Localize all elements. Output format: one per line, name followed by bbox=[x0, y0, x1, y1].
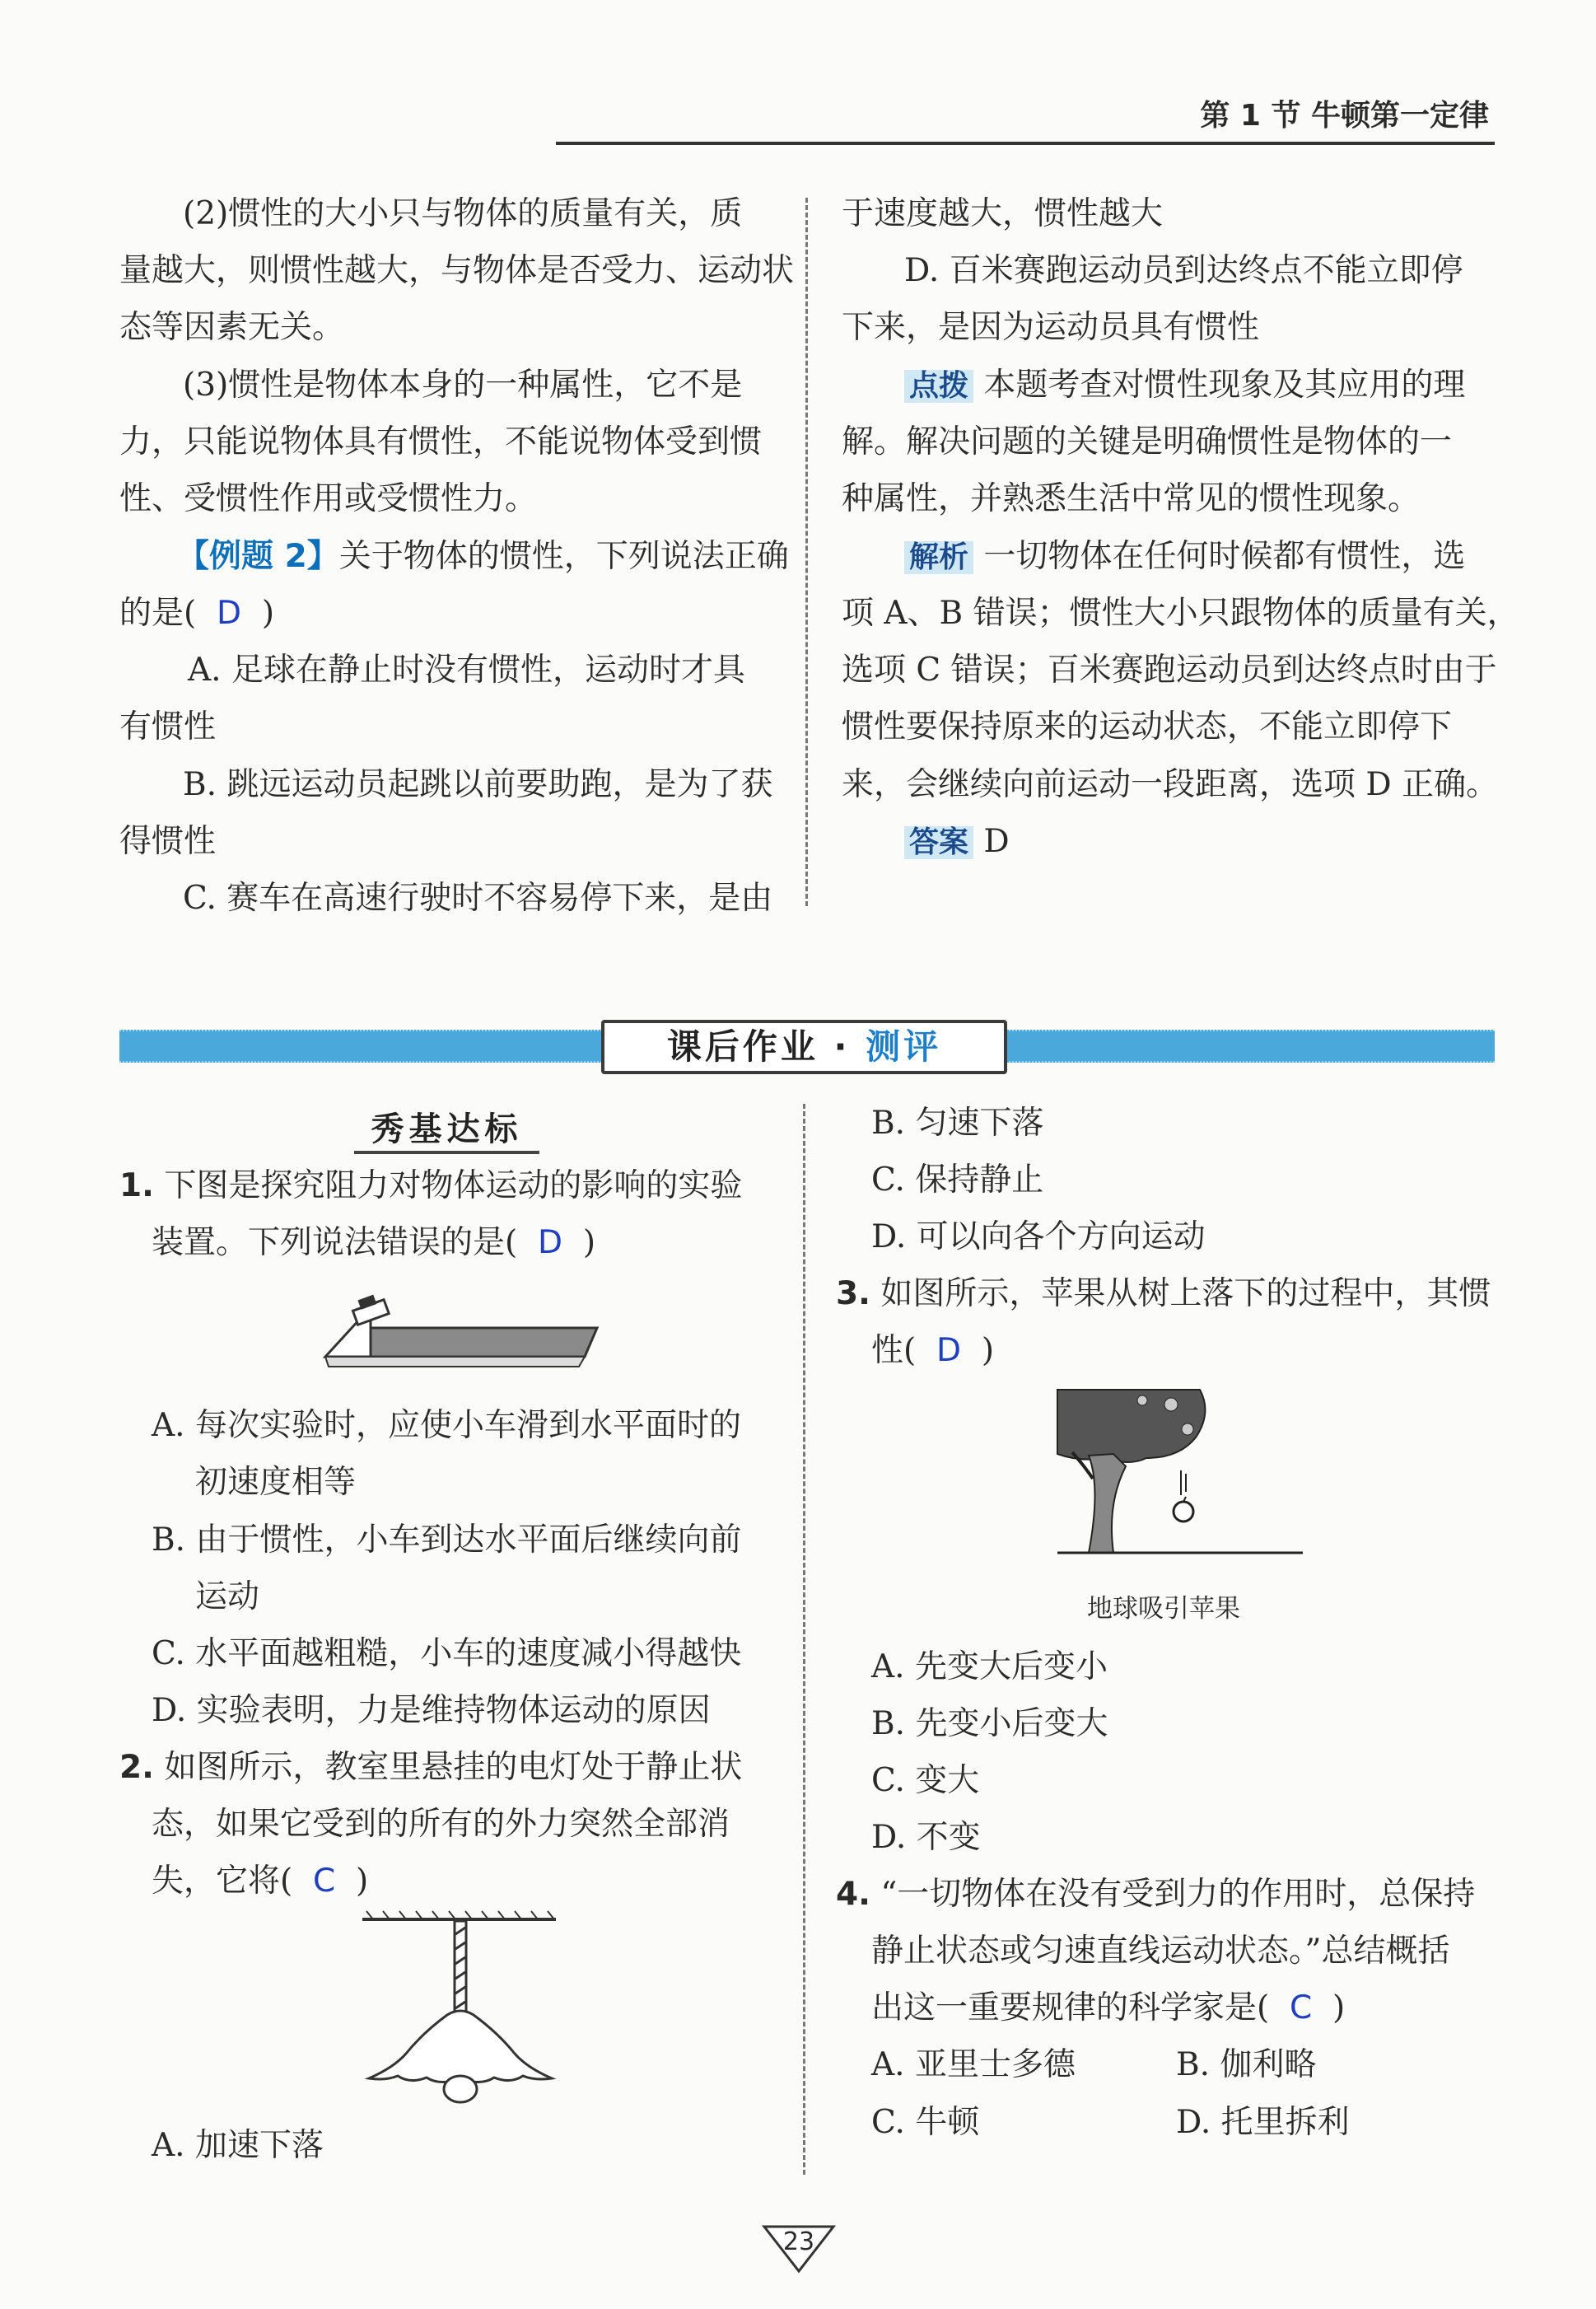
text-line: (3)惯性是物体本身的一种属性，它不是 bbox=[183, 367, 743, 404]
option-c: C. 水平面越粗糙，小车的速度减小得越快 bbox=[152, 1635, 742, 1672]
question-number: 1. bbox=[119, 1167, 154, 1204]
q1-line bbox=[152, 1225, 595, 1261]
option-b: B. 伽利略 bbox=[1176, 2046, 1317, 2083]
option-a: A. 每次实验时，应使小车滑到水平面时的 bbox=[152, 1407, 741, 1444]
option-d: D. 百米赛跑运动员到达终点不能立即停 bbox=[904, 252, 1463, 289]
option-a-cont: 初速度相等 bbox=[195, 1464, 357, 1501]
example-2-line bbox=[177, 539, 789, 575]
hint-tag: 点拨 bbox=[904, 370, 973, 403]
option-c: C. 牛顿 bbox=[871, 2104, 980, 2141]
text-fragment: 如图所示，教室里悬挂的电灯处于静止状 bbox=[164, 1749, 743, 1786]
question-number: 3. bbox=[836, 1275, 870, 1312]
option-b: B. 跳远运动员起跳以前要助跑，是为了获 bbox=[183, 766, 773, 803]
text-fragment: ) bbox=[1332, 1989, 1346, 2026]
text-fragment: 失，它将( bbox=[152, 1863, 293, 1900]
question-number: 2. bbox=[119, 1749, 154, 1786]
option-d: D. 不变 bbox=[871, 1819, 981, 1856]
option-b: B. 由于惯性，小车到达水平面后继续向前 bbox=[152, 1521, 742, 1559]
text-fragment: 的是( bbox=[119, 595, 197, 632]
option-c: C. 赛车在高速行驶时不容易停下来，是由 bbox=[183, 880, 773, 917]
text-fragment: 下图是探究阻力对物体运动的影响的实验 bbox=[164, 1167, 743, 1204]
text-line: 态等因素无关。 bbox=[119, 309, 345, 346]
q2-line bbox=[152, 1863, 368, 1900]
option-c: C. 变大 bbox=[871, 1762, 980, 1799]
answer-line bbox=[904, 824, 1010, 860]
column-divider bbox=[805, 198, 808, 906]
answer-mark: D bbox=[936, 1332, 962, 1369]
text-line: 下来，是因为运动员具有惯性 bbox=[842, 309, 1260, 346]
option-a: A. 亚里士多德 bbox=[871, 2046, 1076, 2083]
column-divider bbox=[803, 1104, 805, 2175]
answer-mark: D bbox=[538, 1224, 563, 1261]
q2-line: 态，如果它受到的所有的外力突然全部消 bbox=[152, 1806, 730, 1843]
option-b: B. 匀速下落 bbox=[871, 1105, 1044, 1142]
option-c: C. 保持静止 bbox=[871, 1162, 1044, 1199]
banner-title-main: 课后作业 · bbox=[666, 1026, 866, 1067]
answer-mark: C bbox=[313, 1863, 336, 1900]
option-b: B. 先变小后变大 bbox=[871, 1705, 1108, 1742]
option-b-cont: 运动 bbox=[195, 1578, 260, 1615]
option-a: A. 加速下落 bbox=[152, 2127, 324, 2164]
text-line: 来，会继续向前运动一段距离，选项 D 正确。 bbox=[842, 766, 1499, 803]
q4-line: 静止状态或匀速直线运动状态。”总结概括 bbox=[871, 1933, 1450, 1970]
text-fragment: “一切物体在没有受到力的作用时，总保持 bbox=[880, 1876, 1476, 1913]
answer-mark: D bbox=[217, 595, 242, 632]
text-fragment: 装置。下列说法错误的是( bbox=[152, 1224, 518, 1261]
section-badge: 秀基达标 bbox=[354, 1108, 539, 1154]
answer-tag: 答案 bbox=[904, 826, 973, 859]
banner-title bbox=[601, 1020, 1007, 1074]
hint-line bbox=[904, 367, 1465, 404]
option-a: A. 先变大后变小 bbox=[871, 1648, 1108, 1685]
header-rule bbox=[556, 142, 1495, 145]
question-number: 4. bbox=[836, 1876, 870, 1913]
text-fragment: 性( bbox=[871, 1332, 917, 1369]
chapter-header: 第 1 节 牛顿第一定律 bbox=[1200, 99, 1489, 133]
apple-tree-figure bbox=[1056, 1388, 1307, 1569]
q4-line bbox=[871, 1990, 1345, 2026]
ramp-cart-apparatus-figure bbox=[317, 1287, 605, 1369]
text-fragment: ) bbox=[981, 1332, 995, 1369]
analysis-line bbox=[904, 539, 1465, 575]
q2-line bbox=[119, 1750, 742, 1786]
text-line: 量越大，则惯性越大，与物体是否受力、运动状 bbox=[119, 252, 795, 289]
text-line: 关于物体的惯性，下列说法正确 bbox=[338, 538, 789, 575]
text-fragment: 出这一重要规律的科学家是( bbox=[871, 1989, 1270, 2026]
text-fragment: ) bbox=[582, 1224, 596, 1261]
text-line: 性、受惯性作用或受惯性力。 bbox=[119, 480, 538, 517]
text-line: 惯性要保持原来的运动状态，不能立即停下 bbox=[842, 708, 1453, 746]
hanging-lamp-figure bbox=[358, 1909, 564, 2111]
option-d: D. 托里拆利 bbox=[1176, 2104, 1350, 2141]
text-line: 解。解决问题的关键是明确惯性是物体的一 bbox=[842, 423, 1453, 460]
q3-line bbox=[871, 1333, 994, 1369]
example-tag: 【例题 2】 bbox=[177, 538, 339, 575]
banner-title-accent: 测评 bbox=[866, 1026, 942, 1067]
analysis-tag: 解析 bbox=[904, 541, 973, 574]
q3-line bbox=[836, 1276, 1491, 1312]
page-number-badge bbox=[762, 2224, 836, 2274]
option-a: A. 足球在静止时没有惯性，运动时才具 bbox=[188, 652, 745, 689]
homework-banner bbox=[119, 1020, 1495, 1068]
answer-mark: C bbox=[1290, 1989, 1313, 2026]
text-fragment: 本题考查对惯性现象及其应用的理 bbox=[983, 367, 1466, 404]
answer-value: D bbox=[983, 823, 1010, 860]
text-fragment: 一切物体在任何时候都有惯性，选 bbox=[983, 538, 1466, 575]
text-line: 项 A、B 错误；惯性大小只跟物体的质量有关， bbox=[842, 595, 1519, 632]
text-line: (2)惯性的大小只与物体的质量有关，质 bbox=[183, 195, 743, 232]
q4-line bbox=[836, 1877, 1475, 1913]
page-number: 23 bbox=[782, 2227, 815, 2256]
text-fragment: ) bbox=[261, 595, 275, 632]
text-line: 种属性，并熟悉生活中常见的惯性现象。 bbox=[842, 480, 1421, 517]
text-fragment: 如图所示，苹果从树上落下的过程中，其惯 bbox=[880, 1275, 1491, 1312]
option-d: D. 实验表明，力是维持物体运动的原因 bbox=[152, 1692, 711, 1729]
option-a-cont: 有惯性 bbox=[119, 708, 217, 746]
q1-line bbox=[119, 1168, 742, 1204]
figure-caption: 地球吸引苹果 bbox=[1087, 1594, 1240, 1624]
option-b-cont: 得惯性 bbox=[119, 823, 217, 860]
text-fragment: ) bbox=[356, 1863, 369, 1900]
option-d: D. 可以向各个方向运动 bbox=[871, 1218, 1206, 1255]
question-stem bbox=[119, 596, 274, 632]
text-line: 力，只能说物体具有惯性，不能说物体受到惯 bbox=[119, 423, 763, 460]
text-line: 选项 C 错误；百米赛跑运动员到达终点时由于 bbox=[842, 652, 1497, 689]
text-line: 于速度越大，惯性越大 bbox=[842, 195, 1164, 232]
